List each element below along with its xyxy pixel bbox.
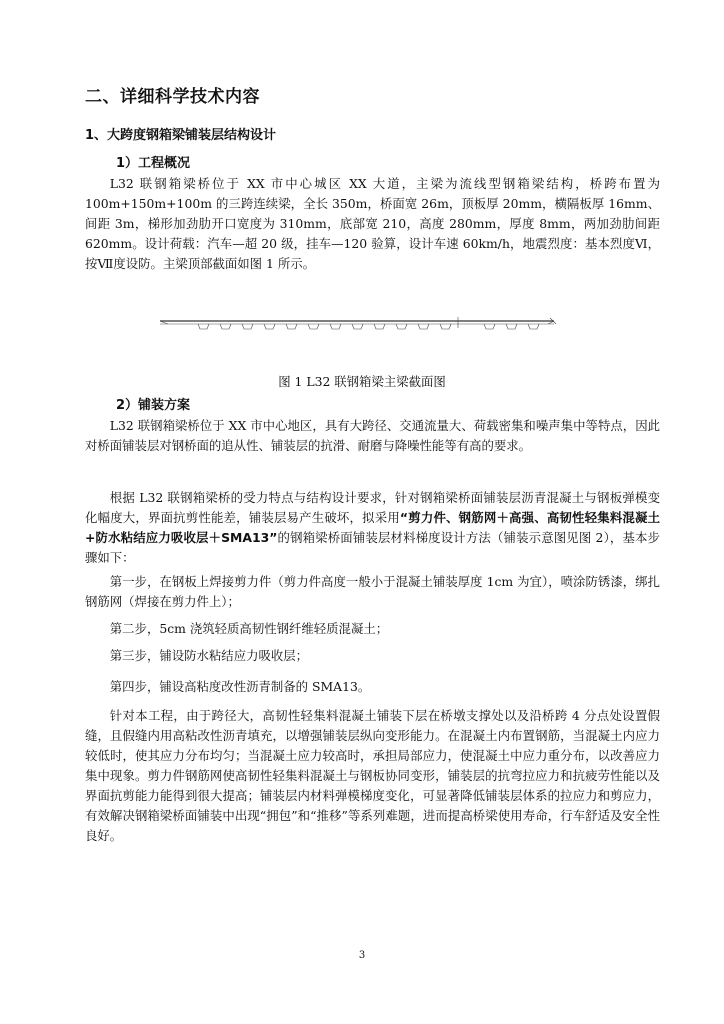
overview-heading: 1）工程概况 — [116, 156, 191, 171]
step-1: 第一步，在钢板上焊接剪力件（剪力件高度一般小于混凝土铺装厚度 1cm 为宜），喷涂防锈漆，绑扎钢筋网（焊接在剪力件上）； — [85, 574, 660, 609]
step-4: 第四步，铺设高粘度改性沥青制备的 SMA13。 — [109, 679, 371, 694]
paving-plan-text-before: 根据 L32 联钢箱梁桥的受力特点与结构设计要求，针对钢箱梁桥面铺装层沥青混凝土与钢板弹模变化幅度大，界面抗剪性能差，铺装层易产生破坏，拟采用 — [85, 490, 660, 525]
page-number: 3 — [358, 950, 366, 961]
figure-caption: 图 1 L32 联钢箱梁主梁截面图 — [278, 374, 446, 389]
paving-heading: 2）铺装方案 — [116, 398, 191, 413]
step-3: 第三步，铺设防水粘结应力吸收层； — [109, 648, 309, 663]
paving-plan-text-after: 的钢箱梁桥面铺装层材料梯度设计方法（铺装示意图见图 2），基本步骤如下： — [85, 530, 660, 565]
conclusion-paragraph: 针对本工程，由于跨径大，高韧性轻集料混凝土铺装下层在桥墩支撑处以及沿桥跨 4 分点处设置假缝，且假缝内用高粘改性沥青填充，以增强铺装层纵向变形能力。在混凝土内布置钢筋，当混凝土内应力较低时，使其应力分布均匀；当混凝土应力较高时，承担局部应力，使混凝土中应力重分布，以改善应力集中现象。剪力件钢筋网使高韧性轻集料混凝土与钢板协同变形，铺装层的抗弯拉应力和抗疲劳性能以及界面抗剪能力能得到很大提高；铺装层内材料弹模梯度变化，可显著降低铺装层体系的拉应力和剪应力，有效解决钢箱梁桥面铺装中出现“拥包”和“推移”等系列难题，进而提高桥梁使用寿命，行车舒适及安全性良好。 — [85, 708, 660, 843]
paving-plan-paragraph — [85, 488, 660, 568]
subsection-title: 1、大跨度钢箱梁铺装层结构设计 — [85, 128, 277, 143]
paving-plan-bold-text: “剪力件、钢筋网＋高强、高韧性轻集料混凝土+防水粘结应力吸收层＋SMA13” — [85, 510, 660, 545]
girder-cross-section-figure — [158, 312, 558, 332]
overview-paragraph: L32 联钢箱梁桥位于 XX 市中心城区 XX 大道，主梁为流线型钢箱梁结构，桥跨布置为 100m+150m+100m 的三跨连续梁，全长 350m，桥面宽 26m，顶板厚 20mm，横隔板厚 16mm、间距 3m，梯形加劲肋开口宽度为 310mm，底部宽 210，高度 280mm，厚度 8mm，两加劲肋间距 620mm。设计荷载：汽车—超 20 级，挂车—120 验算，设计车速 60km/h，地震烈度：基本烈度Ⅵ，按Ⅶ度设防。主梁顶部截面如图 1 所示。 — [85, 176, 660, 271]
step-2: 第二步，5cm 浇筑轻质高韧性钢纤维轻质混凝土； — [109, 621, 389, 636]
paving-intro-paragraph: L32 联钢箱梁桥位于 XX 市中心地区，具有大跨径、交通流量大、荷载密集和噪声集中等特点，因此对桥面铺装层对钢桥面的追从性、铺装层的抗滑、耐磨与降噪性能等有高的要求。 — [85, 418, 660, 453]
section-title: 二、详细科学技术内容 — [85, 87, 260, 107]
